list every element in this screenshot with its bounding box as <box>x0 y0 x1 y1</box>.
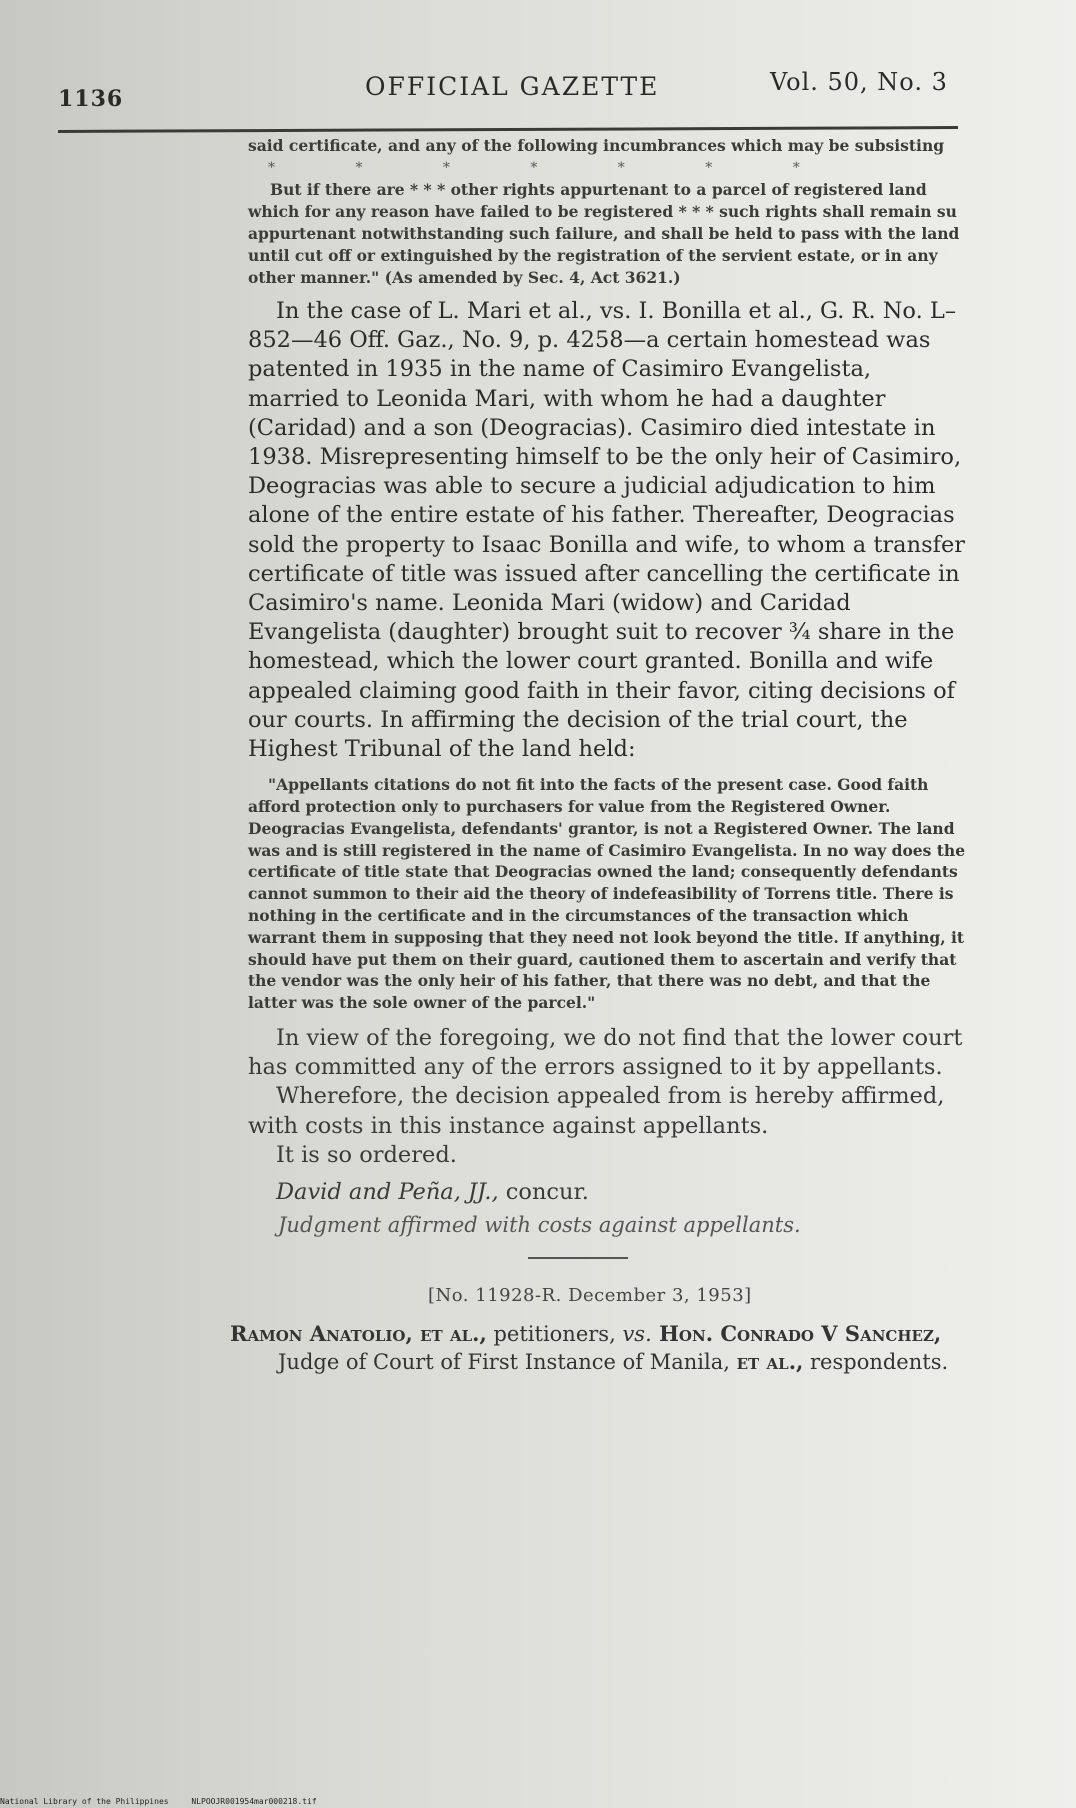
concurring-justices: David and Peña, JJ., <box>276 1179 499 1206</box>
respondent-title: Judge of Court of First Instance of Manila, <box>278 1350 737 1375</box>
petitioners-label: petitioners, <box>486 1322 623 1347</box>
ellipsis-stars: * * * * * * * <box>268 160 838 176</box>
file-name: NLPOOJR001954mar000218.tif <box>191 1797 317 1806</box>
petitioner-name: Ramon Anatolio, et al., <box>230 1321 487 1347</box>
publication-title: OFFICIAL GAZETTE <box>365 72 660 101</box>
page-number: 1136 <box>58 86 124 112</box>
paragraph-wherefore: Wherefore, the decision appealed from is hereby affirmed, with costs in this instance against appellants. <box>248 1083 945 1139</box>
block-quote: "Appellants citations do not fit into the facts of the present case. Good faith afford protection only to purchasers for value from the Registered Owner. Deogracias Evangelista, defendants' grantor, is not a Registered Owner. The land was and is still registered in the name of Casimiro Evangelista. In no way does the certificate of title state that Deogracias owned the land; consequently defendants cannot summon to their aid the theory of indefeasibility of Torrens title. There is nothing in the certificate and in the circumstances of the transaction which warrant them in supposing that they need not look beyond the title. If anything, it should have put them on their guard, cautioned them to ascertain and verify that the vendor was the only heir of his father, that there was no debt, and that the latter was the sole owner of the parcel." <box>248 775 966 1013</box>
volume-number: Vol. 50, No. 3 <box>770 68 948 96</box>
page-header <box>58 64 958 112</box>
judgment-line: Judgment affirmed with costs against appellants. <box>278 1213 801 1238</box>
respondent-name: Hon. Conrado V Sanchez, <box>651 1321 942 1347</box>
respondents-label: respondents. <box>803 1350 949 1375</box>
paragraph-ordered: It is so ordered. <box>276 1141 457 1168</box>
case-number: [No. 11928-R. December 3, 1953] <box>428 1285 752 1307</box>
concur-word: concur. <box>498 1179 589 1206</box>
library-credit: National Library of the Philippines <box>0 1797 169 1806</box>
paragraph-continuation: said certificate, and any of the following incumbrances which may be subsisting <box>248 136 945 155</box>
paragraph-case-summary: In the case of L. Mari et al., vs. I. Bonilla et al., G. R. No. L–852—46 Off. Gaz., No. 9, p. 4258—a certain homestead was patented in 1935 in the name of Casimiro Evangelista, married to Leonida Mari, with whom he had a daughter (Caridad) and a son (Deogracias). Casimiro died intestate in 1938. Misrepresenting himself to be the only heir of Casimiro, Deogracias was able to secure a judicial adjudication to him alone of the entire estate of his father. Thereafter, Deogracias sold the property to Isaac Bonilla and wife, to whom a transfer certificate of title was issued after cancelling the certificate in Casimiro's name. Leonida Mari (widow) and Caridad Evangelista (daughter) brought suit to recover ¾ share in the homestead, which the lower court granted. Bonilla and wife appealed claiming good faith in their favor, citing decisions of our courts. In affirming the decision of the trial court, the Highest Tribunal of the land held: <box>248 298 966 763</box>
paragraph-statute: But if there are * * * other rights appurtenant to a parcel of registered land which for any reason have failed to be registered * * * such rights shall remain su appurtenant notwithstanding such failure, and shall be held to pass with the land until cut off or extinguished by the registration of the servient estate, or in any other manner." (As amended by Sec. 4, Act 3621.) <box>248 180 960 287</box>
scan-footer <box>0 1797 335 1806</box>
case-parties <box>230 1320 968 1376</box>
paragraph-foregoing: In view of the foregoing, we do not find that the lower court has committed any of the errors assigned to it by appellants. <box>248 1025 963 1081</box>
page-body <box>230 135 968 1376</box>
versus: vs. <box>622 1322 652 1347</box>
header-rule <box>58 126 958 133</box>
et-al: et al., <box>736 1349 804 1375</box>
concurrence <box>248 1178 968 1207</box>
section-divider <box>528 1257 628 1259</box>
